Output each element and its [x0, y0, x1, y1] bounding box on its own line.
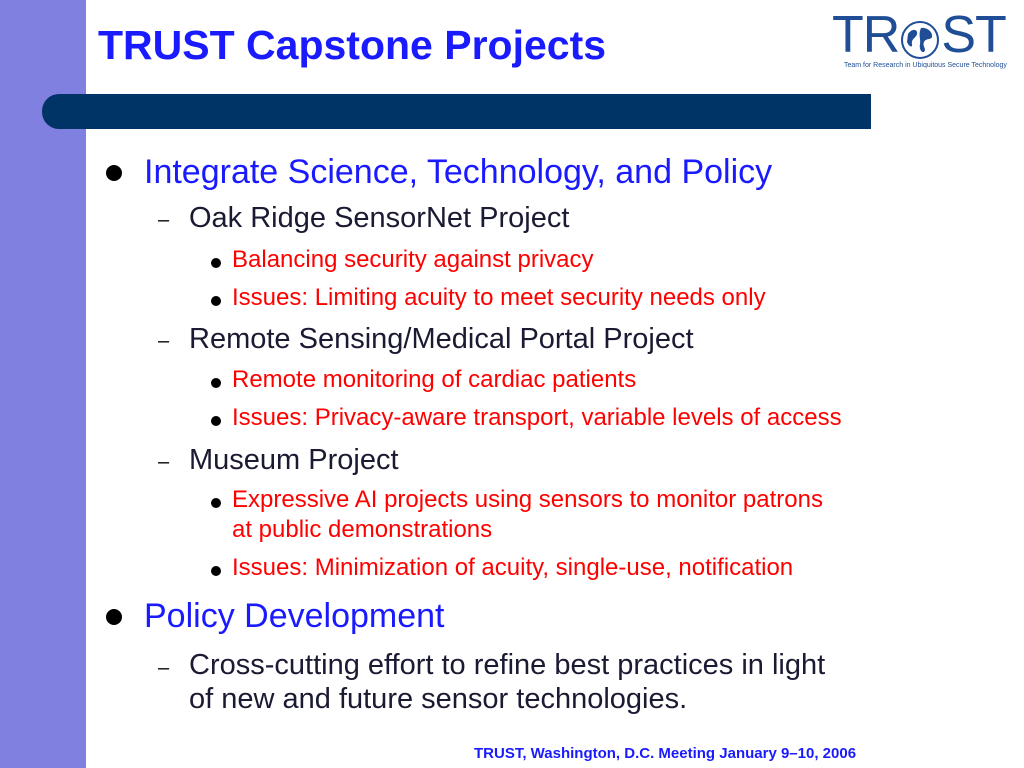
logo-wordmark-right: ST	[941, 6, 1006, 64]
bullet-level3: Issues: Privacy-aware transport, variable levels of access	[232, 404, 842, 431]
slide-footer: TRUST, Washington, D.C. Meeting January 9–10, 2006	[474, 745, 857, 762]
bullet-level1: Integrate Science, Technology, and Policy	[144, 153, 773, 191]
bullet-level2-continuation: of new and future sensor technologies.	[189, 683, 688, 715]
small-filled-circle-bullet-icon	[211, 416, 221, 426]
bullet-level3: Expressive AI projects using sensors to monitor patrons	[232, 486, 823, 513]
bullet-level3: Issues: Limiting acuity to meet security needs only	[232, 284, 766, 311]
en-dash-bullet-icon: –	[158, 330, 170, 352]
filled-circle-bullet-icon	[106, 609, 122, 625]
bullet-level3-continuation: at public demonstrations	[232, 516, 493, 543]
bullet-level2: Remote Sensing/Medical Portal Project	[189, 323, 694, 355]
small-filled-circle-bullet-icon	[211, 258, 221, 268]
bullet-marker-level3	[211, 293, 221, 311]
slide-title: TRUST Capstone Projects	[98, 22, 607, 68]
bullet-marker-level3	[211, 375, 221, 393]
bullet-level2: Museum Project	[189, 444, 399, 476]
bullet-marker-level3	[211, 563, 221, 581]
bullet-marker-level1	[106, 609, 122, 630]
en-dash-bullet-icon: –	[158, 451, 170, 473]
small-filled-circle-bullet-icon	[211, 296, 221, 306]
bullet-level2: Cross-cutting effort to refine best practices in light	[189, 649, 826, 681]
en-dash-bullet-icon: –	[158, 657, 170, 679]
logo-tagline: Team for Research in Ubiquitous Secure Technology	[844, 62, 1007, 69]
bullet-level3: Balancing security against privacy	[232, 246, 594, 273]
bullet-level3: Issues: Minimization of acuity, single-use, notification	[232, 554, 794, 581]
en-dash-bullet-icon: –	[158, 209, 170, 231]
small-filled-circle-bullet-icon	[211, 378, 221, 388]
bullet-marker-level3	[211, 495, 221, 513]
filled-circle-bullet-icon	[106, 165, 122, 181]
bullet-level2: Oak Ridge SensorNet Project	[189, 202, 570, 234]
bullet-level3: Remote monitoring of cardiac patients	[232, 366, 637, 393]
bullet-level1: Policy Development	[144, 597, 445, 635]
bullet-marker-level3	[211, 413, 221, 431]
small-filled-circle-bullet-icon	[211, 566, 221, 576]
logo-wordmark-left: TR	[832, 6, 900, 64]
small-filled-circle-bullet-icon	[211, 498, 221, 508]
bullet-marker-level3	[211, 255, 221, 273]
bullet-marker-level1	[106, 165, 122, 186]
